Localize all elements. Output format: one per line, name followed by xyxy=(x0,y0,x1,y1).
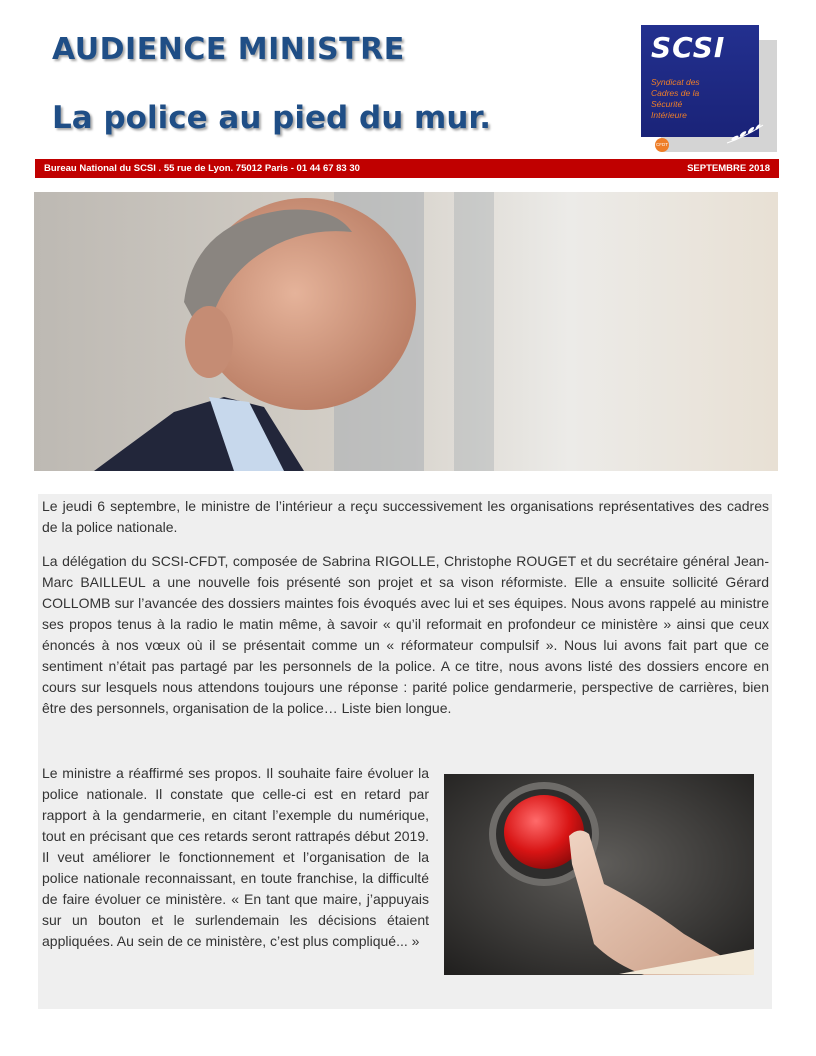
article-paragraph: La délégation du SCSI-CFDT, composée de Sabrina RIGOLLE, Christophe ROUGET et du secrétaire général Jean-Marc BAILLEUL a une nouvelle fois présenté son projet et sa vison réformiste. Elle a ensuite sollicité Gérard COLLOMB sur l’avancée des dossiers maintes fois évoqués avec lui et ses équipes. Nous avons rappelé au ministre ses propos tenus à la radio le matin même, à savoir « qu’il reformait en profondeur ce ministère » ainsi que ceux énoncés à nos vœux où il se présentait comme un « réformateur compulsif ». Nous lui avons fait part que ce sentiment n’était pas partagé par les personnels de la police. A ce titre, nous avons listé des dossiers encore en cours sur lesquels nous attendons toujours une réponse : parité police gendarmerie, perspective de carrières, bien être des personnels, organisation de la police… Liste bien longue. xyxy=(42,553,769,716)
page-title: AUDIENCE MINISTRE xyxy=(52,32,405,67)
logo-subtitle xyxy=(651,77,751,121)
banner-date: SEPTEMBRE 2018 xyxy=(687,163,770,174)
scsi-logo xyxy=(641,25,777,153)
logo-subtitle-line: Sécurité xyxy=(651,99,683,109)
logo-subtitle-line: Intérieure xyxy=(651,110,687,120)
cfdt-badge: CFDT xyxy=(655,138,669,152)
laurel-branch-icon xyxy=(725,123,765,145)
banner-address: Bureau National du SCSI . 55 rue de Lyon. 75012 Paris - 01 44 67 83 30 xyxy=(44,163,360,174)
article-paragraph: Le ministre a réaffirmé ses propos. Il souhaite faire évoluer la police nationale. Il constate que celle-ci est en retard par rapport à la gendarmerie, en citant l’exemple du numérique, tout en précisant que ces retards seront rattrapés début 2019. Il veut améliorer le fonctionnement et l’organisation de la police nationale reconnaissant, en toute franchise, la difficulté de faire évoluer ce ministère. « En tant que maire, j’appuyais sur un bouton et le surlendemain les décisions étaient appliquées. Au sein de ce ministère, c’est plus compliqué... » xyxy=(42,765,429,949)
logo-subtitle-line: Cadres de la xyxy=(651,88,700,98)
article-paragraph: Le jeudi 6 septembre, le ministre de l’intérieur a reçu successivement les organisations représentatives des cadres de la police nationale. xyxy=(42,498,769,535)
logo-subtitle-line: Syndicat des xyxy=(651,77,700,87)
minister-portrait-photo xyxy=(34,192,778,471)
red-button-photo xyxy=(444,774,754,975)
logo-panel xyxy=(641,25,759,137)
logo-brand: SCSI xyxy=(651,31,726,64)
page-subtitle: La police au pied du mur. xyxy=(52,100,492,136)
header-banner xyxy=(35,159,779,178)
